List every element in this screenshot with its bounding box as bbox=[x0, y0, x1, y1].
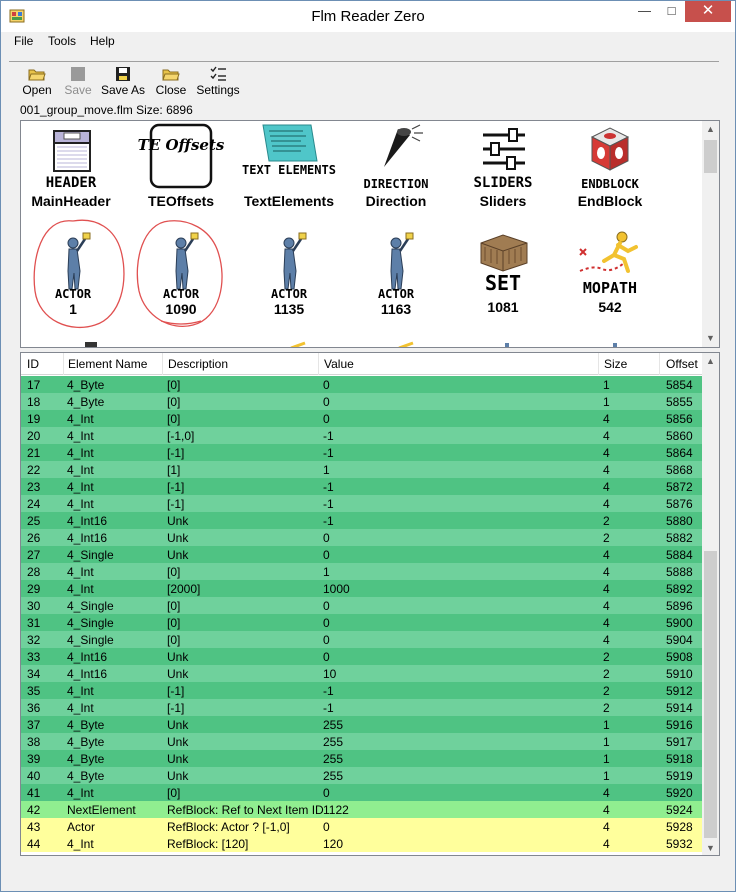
table-cell-value: 0 bbox=[323, 650, 330, 664]
table-cell-offset: 5912 bbox=[666, 684, 693, 698]
table-cell-size: 2 bbox=[603, 514, 610, 528]
table-cell-id: 22 bbox=[27, 463, 41, 477]
table-cell-value: 255 bbox=[323, 769, 344, 783]
table-cell-value: 0 bbox=[323, 531, 330, 545]
menu-bar bbox=[1, 32, 735, 52]
close-file-button[interactable]: Close bbox=[151, 64, 191, 100]
table-cell-description: [-1] bbox=[167, 480, 185, 494]
block-label: TextElements bbox=[244, 193, 334, 209]
table-cell-element-name: 4_Int bbox=[67, 412, 94, 426]
table-cell-description: [0] bbox=[167, 633, 181, 647]
table-cell-offset: 5918 bbox=[666, 752, 693, 766]
window-title: Flm Reader Zero bbox=[311, 8, 425, 25]
toolbar-divider bbox=[9, 61, 719, 62]
close-folder-icon bbox=[162, 66, 180, 82]
scroll-thumb[interactable] bbox=[704, 140, 717, 173]
table-cell-id: 43 bbox=[27, 820, 41, 834]
column-header-value[interactable]: Value bbox=[324, 357, 354, 371]
table-cell-offset: 5864 bbox=[666, 446, 693, 460]
table-cell-offset: 5888 bbox=[666, 565, 693, 579]
table-cell-id: 35 bbox=[27, 684, 41, 698]
table-row[interactable] bbox=[21, 512, 703, 529]
table-cell-offset: 5854 bbox=[666, 378, 693, 392]
table-cell-size: 4 bbox=[603, 803, 610, 817]
table-cell-offset: 5882 bbox=[666, 531, 693, 545]
table-cell-id: 20 bbox=[27, 429, 41, 443]
table-cell-id: 29 bbox=[27, 582, 41, 596]
table-cell-value: 0 bbox=[323, 786, 330, 800]
block-label: 1090 bbox=[165, 301, 197, 317]
table-cell-description: [-1,0] bbox=[167, 429, 195, 443]
table-cell-value: 1000 bbox=[323, 582, 350, 596]
table-cell-element-name: 4_Int bbox=[67, 480, 94, 494]
table-cell-size: 4 bbox=[603, 565, 610, 579]
table-row[interactable] bbox=[21, 444, 703, 461]
block-tile-actor-1090[interactable]: ACTOR 1090 bbox=[131, 227, 231, 327]
table-cell-description: Unk bbox=[167, 531, 189, 545]
file-info-label: 001_group_move.flm Size: 6896 bbox=[20, 103, 193, 117]
table-cell-description: Unk bbox=[167, 667, 189, 681]
table-cell-description: Unk bbox=[167, 735, 189, 749]
table-cell-offset: 5924 bbox=[666, 803, 693, 817]
table-cell-size: 4 bbox=[603, 633, 610, 647]
table-row[interactable] bbox=[21, 750, 703, 767]
table-row[interactable] bbox=[21, 733, 703, 750]
table-cell-offset: 5855 bbox=[666, 395, 693, 409]
table-cell-description: Unk bbox=[167, 769, 189, 783]
table-cell-value: 0 bbox=[323, 412, 330, 426]
table-cell-size: 4 bbox=[603, 463, 610, 477]
table-cell-id: 42 bbox=[27, 803, 41, 817]
table-cell-element-name: 4_Byte bbox=[67, 735, 105, 749]
block-label: Direction bbox=[365, 193, 427, 209]
table-cell-value: -1 bbox=[323, 684, 334, 698]
table-cell-size: 4 bbox=[603, 446, 610, 460]
table-cell-element-name: 4_Single bbox=[67, 633, 114, 647]
table-row[interactable] bbox=[21, 597, 703, 614]
table-cell-offset: 5896 bbox=[666, 599, 693, 613]
block-tile-sliders[interactable]: SLIDERS Sliders bbox=[453, 123, 553, 223]
table-row[interactable] bbox=[21, 614, 703, 631]
table-cell-element-name: 4_Byte bbox=[67, 718, 105, 732]
table-cell-value: -1 bbox=[323, 429, 334, 443]
title-bar[interactable] bbox=[1, 1, 735, 32]
block-label: TEOffsets bbox=[147, 193, 215, 209]
block-tile-direction[interactable]: DIRECTION Direction bbox=[346, 123, 446, 223]
table-row[interactable] bbox=[21, 427, 703, 444]
table-cell-id: 28 bbox=[27, 565, 41, 579]
table-cell-id: 44 bbox=[27, 837, 41, 851]
table-row[interactable] bbox=[21, 376, 703, 393]
table-cell-value: -1 bbox=[323, 497, 334, 511]
table-cell-description: [0] bbox=[167, 378, 181, 392]
table-cell-element-name: 4_Byte bbox=[67, 378, 105, 392]
table-cell-offset: 5856 bbox=[666, 412, 693, 426]
table-cell-size: 2 bbox=[603, 667, 610, 681]
table-cell-element-name: 4_Int16 bbox=[67, 650, 108, 664]
table-cell-offset: 5914 bbox=[666, 701, 693, 715]
scroll-thumb[interactable] bbox=[704, 551, 717, 838]
table-cell-description: Unk bbox=[167, 514, 189, 528]
table-cell-element-name: 4_Int bbox=[67, 837, 94, 851]
block-label: EndBlock bbox=[577, 193, 643, 209]
table-cell-description: [-1] bbox=[167, 701, 185, 715]
block-tile-actor-1135[interactable]: ACTOR 1135 bbox=[239, 227, 339, 327]
table-cell-element-name: 4_Int bbox=[67, 463, 94, 477]
block-label: 1135 bbox=[273, 301, 305, 317]
table-cell-size: 1 bbox=[603, 718, 610, 732]
table-row[interactable] bbox=[21, 699, 703, 716]
grid-header bbox=[21, 353, 703, 375]
block-label: Sliders bbox=[479, 193, 527, 209]
table-row[interactable] bbox=[21, 478, 703, 495]
table-cell-offset: 5919 bbox=[666, 769, 693, 783]
table-cell-size: 2 bbox=[603, 701, 610, 715]
table-row[interactable] bbox=[21, 410, 703, 427]
column-header-offset[interactable]: Offset bbox=[666, 357, 698, 371]
table-cell-value: 255 bbox=[323, 735, 344, 749]
table-row[interactable] bbox=[21, 580, 703, 597]
block-label: 1 bbox=[69, 301, 77, 317]
table-cell-id: 39 bbox=[27, 752, 41, 766]
table-cell-value: 1 bbox=[323, 463, 330, 477]
table-row[interactable] bbox=[21, 682, 703, 699]
table-cell-offset: 5872 bbox=[666, 480, 693, 494]
table-cell-size: 4 bbox=[603, 497, 610, 511]
table-cell-element-name: 4_Byte bbox=[67, 769, 105, 783]
table-cell-value: 1 bbox=[323, 565, 330, 579]
table-cell-id: 26 bbox=[27, 531, 41, 545]
column-header-size[interactable]: Size bbox=[604, 357, 628, 371]
table-cell-offset: 5928 bbox=[666, 820, 693, 834]
floppy-disk-icon bbox=[115, 66, 131, 82]
table-cell-id: 41 bbox=[27, 786, 41, 800]
table-cell-offset: 5868 bbox=[666, 463, 693, 477]
icon-panel-scrollbar[interactable] bbox=[702, 121, 719, 347]
table-cell-id: 40 bbox=[27, 769, 41, 783]
table-cell-offset: 5917 bbox=[666, 735, 693, 749]
table-cell-offset: 5920 bbox=[666, 786, 693, 800]
table-cell-offset: 5916 bbox=[666, 718, 693, 732]
table-cell-element-name: 4_Int bbox=[67, 565, 94, 579]
table-row[interactable] bbox=[21, 563, 703, 580]
table-cell-id: 27 bbox=[27, 548, 41, 562]
table-cell-size: 1 bbox=[603, 752, 610, 766]
table-cell-element-name: 4_Byte bbox=[67, 395, 105, 409]
scroll-up-icon[interactable]: ▲ bbox=[706, 356, 715, 366]
block-tile-endblock[interactable]: ENDBLOCK EndBlock bbox=[560, 123, 660, 223]
table-cell-description: Unk bbox=[167, 752, 189, 766]
table-row[interactable] bbox=[21, 801, 703, 818]
table-cell-element-name: 4_Single bbox=[67, 616, 114, 630]
table-cell-description: [-1] bbox=[167, 497, 185, 511]
table-cell-description: [1] bbox=[167, 463, 181, 477]
block-tile-set[interactable]: SET 1081 bbox=[453, 227, 553, 327]
table-cell-offset: 5900 bbox=[666, 616, 693, 630]
table-cell-size: 1 bbox=[603, 378, 610, 392]
table-cell-value: 0 bbox=[323, 599, 330, 613]
table-cell-offset: 5910 bbox=[666, 667, 693, 681]
table-cell-description: RefBlock: [120] bbox=[167, 837, 249, 851]
table-cell-element-name: 4_Int bbox=[67, 786, 94, 800]
settings-button[interactable]: Settings bbox=[195, 64, 241, 100]
table-cell-id: 19 bbox=[27, 412, 41, 426]
table-cell-size: 4 bbox=[603, 412, 610, 426]
menu-file[interactable]: File bbox=[14, 34, 34, 48]
table-cell-size: 4 bbox=[603, 599, 610, 613]
table-cell-value: -1 bbox=[323, 480, 334, 494]
table-row[interactable] bbox=[21, 716, 703, 733]
table-cell-element-name: 4_Int bbox=[67, 701, 94, 715]
table-cell-description: [0] bbox=[167, 599, 181, 613]
block-tile-textelements[interactable]: TEXT ELEMENTS TextElements bbox=[239, 123, 339, 223]
table-row[interactable] bbox=[21, 393, 703, 410]
table-row[interactable] bbox=[21, 818, 703, 835]
table-cell-size: 1 bbox=[603, 735, 610, 749]
table-cell-size: 4 bbox=[603, 582, 610, 596]
table-cell-id: 38 bbox=[27, 735, 41, 749]
menu-tools[interactable]: Tools bbox=[48, 34, 77, 48]
table-cell-element-name: 4_Int bbox=[67, 582, 94, 596]
table-row[interactable] bbox=[21, 631, 703, 648]
table-cell-value: 0 bbox=[323, 548, 330, 562]
save-button[interactable]: Save bbox=[61, 64, 95, 100]
table-cell-element-name: 4_Int16 bbox=[67, 667, 108, 681]
grid-scrollbar[interactable] bbox=[702, 353, 719, 856]
table-cell-description: [2000] bbox=[167, 582, 201, 596]
block-label: 1163 bbox=[380, 301, 412, 317]
table-cell-id: 33 bbox=[27, 650, 41, 664]
block-tile-actor-1163[interactable]: ACTOR 1163 bbox=[346, 227, 446, 327]
table-cell-value: -1 bbox=[323, 446, 334, 460]
column-header-description[interactable]: Description bbox=[168, 357, 229, 371]
table-cell-size: 4 bbox=[603, 616, 610, 630]
table-cell-offset: 5860 bbox=[666, 429, 693, 443]
table-row[interactable] bbox=[21, 461, 703, 478]
table-cell-value: 10 bbox=[323, 667, 337, 681]
save-as-button[interactable]: Save As bbox=[99, 64, 147, 100]
table-cell-description: [-1] bbox=[167, 684, 185, 698]
table-cell-size: 4 bbox=[603, 786, 610, 800]
table-cell-element-name: Actor bbox=[67, 820, 96, 834]
minimize-button[interactable]: — bbox=[638, 3, 651, 18]
table-cell-element-name: 4_Int bbox=[67, 497, 94, 511]
table-cell-id: 23 bbox=[27, 480, 41, 494]
table-cell-id: 24 bbox=[27, 497, 41, 511]
table-row[interactable] bbox=[21, 665, 703, 682]
table-cell-value: -1 bbox=[323, 514, 334, 528]
table-cell-value: 1122 bbox=[323, 803, 349, 817]
table-cell-offset: 5876 bbox=[666, 497, 693, 511]
table-row[interactable] bbox=[21, 546, 703, 563]
table-cell-offset: 5932 bbox=[666, 837, 693, 851]
table-cell-id: 31 bbox=[27, 616, 41, 630]
table-cell-description: [-1] bbox=[167, 446, 185, 460]
table-cell-id: 32 bbox=[27, 633, 41, 647]
table-cell-value: 255 bbox=[323, 718, 344, 732]
table-cell-size: 4 bbox=[603, 820, 610, 834]
table-cell-description: Unk bbox=[167, 548, 189, 562]
table-row[interactable] bbox=[21, 529, 703, 546]
table-cell-description: [0] bbox=[167, 395, 181, 409]
menu-help[interactable]: Help bbox=[90, 34, 115, 48]
table-cell-value: 0 bbox=[323, 395, 330, 409]
table-cell-size: 4 bbox=[603, 429, 610, 443]
table-cell-id: 34 bbox=[27, 667, 41, 681]
table-cell-value: 255 bbox=[323, 752, 344, 766]
table-cell-id: 18 bbox=[27, 395, 41, 409]
table-cell-value: 0 bbox=[323, 820, 330, 834]
table-row[interactable] bbox=[21, 648, 703, 665]
table-cell-element-name: 4_Int bbox=[67, 446, 94, 460]
table-cell-element-name: 4_Single bbox=[67, 548, 114, 562]
table-row[interactable] bbox=[21, 495, 703, 512]
table-cell-id: 25 bbox=[27, 514, 41, 528]
table-cell-description: [0] bbox=[167, 565, 181, 579]
table-cell-id: 17 bbox=[27, 378, 41, 392]
table-cell-value: 0 bbox=[323, 616, 330, 630]
column-header-id[interactable]: ID bbox=[27, 357, 39, 371]
table-cell-offset: 5892 bbox=[666, 582, 693, 596]
table-cell-element-name: 4_Int16 bbox=[67, 531, 108, 545]
scroll-up-icon[interactable]: ▲ bbox=[706, 124, 715, 134]
table-cell-description: RefBlock: Actor ? [-1,0] bbox=[167, 820, 290, 834]
column-header-element-name[interactable]: Element Name bbox=[68, 357, 148, 371]
table-cell-offset: 5880 bbox=[666, 514, 693, 528]
table-cell-element-name: 4_Int bbox=[67, 684, 94, 698]
table-cell-offset: 5904 bbox=[666, 633, 693, 647]
open-button[interactable]: Open bbox=[15, 64, 59, 100]
table-cell-size: 1 bbox=[603, 769, 610, 783]
table-cell-description: [0] bbox=[167, 616, 181, 630]
table-cell-size: 2 bbox=[603, 684, 610, 698]
table-cell-description: Unk bbox=[167, 650, 189, 664]
table-cell-offset: 5884 bbox=[666, 548, 693, 562]
table-cell-value: 0 bbox=[323, 633, 330, 647]
table-cell-size: 1 bbox=[603, 395, 610, 409]
table-cell-element-name: 4_Single bbox=[67, 599, 114, 613]
scroll-down-icon[interactable]: ▼ bbox=[706, 843, 715, 853]
table-cell-value: 120 bbox=[323, 837, 344, 851]
table-cell-value: -1 bbox=[323, 701, 334, 715]
table-cell-id: 37 bbox=[27, 718, 41, 732]
table-cell-element-name: 4_Byte bbox=[67, 752, 105, 766]
table-cell-id: 36 bbox=[27, 701, 41, 715]
table-cell-element-name: 4_Int16 bbox=[67, 514, 108, 528]
table-cell-description: Unk bbox=[167, 718, 189, 732]
table-cell-size: 2 bbox=[603, 650, 610, 664]
table-cell-size: 4 bbox=[603, 480, 610, 494]
te-offsets-caption: TE Offsets bbox=[137, 136, 225, 154]
block-tile-actor-1[interactable]: ACTOR 1 bbox=[23, 227, 123, 327]
block-icon-panel bbox=[20, 120, 720, 348]
element-data-grid bbox=[20, 352, 720, 856]
table-cell-size: 4 bbox=[603, 837, 610, 851]
block-label: 1081 bbox=[487, 299, 519, 315]
table-cell-offset: 5908 bbox=[666, 650, 693, 664]
open-folder-icon bbox=[28, 66, 46, 82]
maximize-button[interactable]: □ bbox=[667, 3, 676, 18]
table-cell-description: [0] bbox=[167, 412, 181, 426]
save-icon bbox=[70, 66, 86, 82]
block-label: MainHeader bbox=[31, 193, 111, 209]
close-window-button[interactable]: ✕ bbox=[685, 1, 731, 22]
table-cell-size: 2 bbox=[603, 531, 610, 545]
table-cell-id: 30 bbox=[27, 599, 41, 613]
table-cell-size: 4 bbox=[603, 548, 610, 562]
table-cell-description: [0] bbox=[167, 786, 181, 800]
table-row[interactable] bbox=[21, 784, 703, 801]
block-tile-mainheader[interactable]: HEADER MainHeader bbox=[21, 123, 121, 223]
table-cell-element-name: 4_Int bbox=[67, 429, 94, 443]
partial-row-icons bbox=[81, 340, 701, 348]
annotation-circles bbox=[21, 121, 711, 348]
scroll-down-icon[interactable]: ▼ bbox=[706, 333, 715, 343]
block-label: 542 bbox=[598, 299, 622, 315]
table-row[interactable] bbox=[21, 835, 703, 852]
table-cell-value: 0 bbox=[323, 378, 330, 392]
settings-checklist-icon bbox=[209, 66, 227, 82]
table-cell-description: RefBlock: Ref to Next Item ID bbox=[167, 803, 324, 817]
table-cell-id: 21 bbox=[27, 446, 41, 460]
block-tile-mopath[interactable]: MOPATH 542 bbox=[560, 227, 660, 327]
table-row[interactable] bbox=[21, 767, 703, 784]
table-cell-element-name: NextElement bbox=[67, 803, 136, 817]
